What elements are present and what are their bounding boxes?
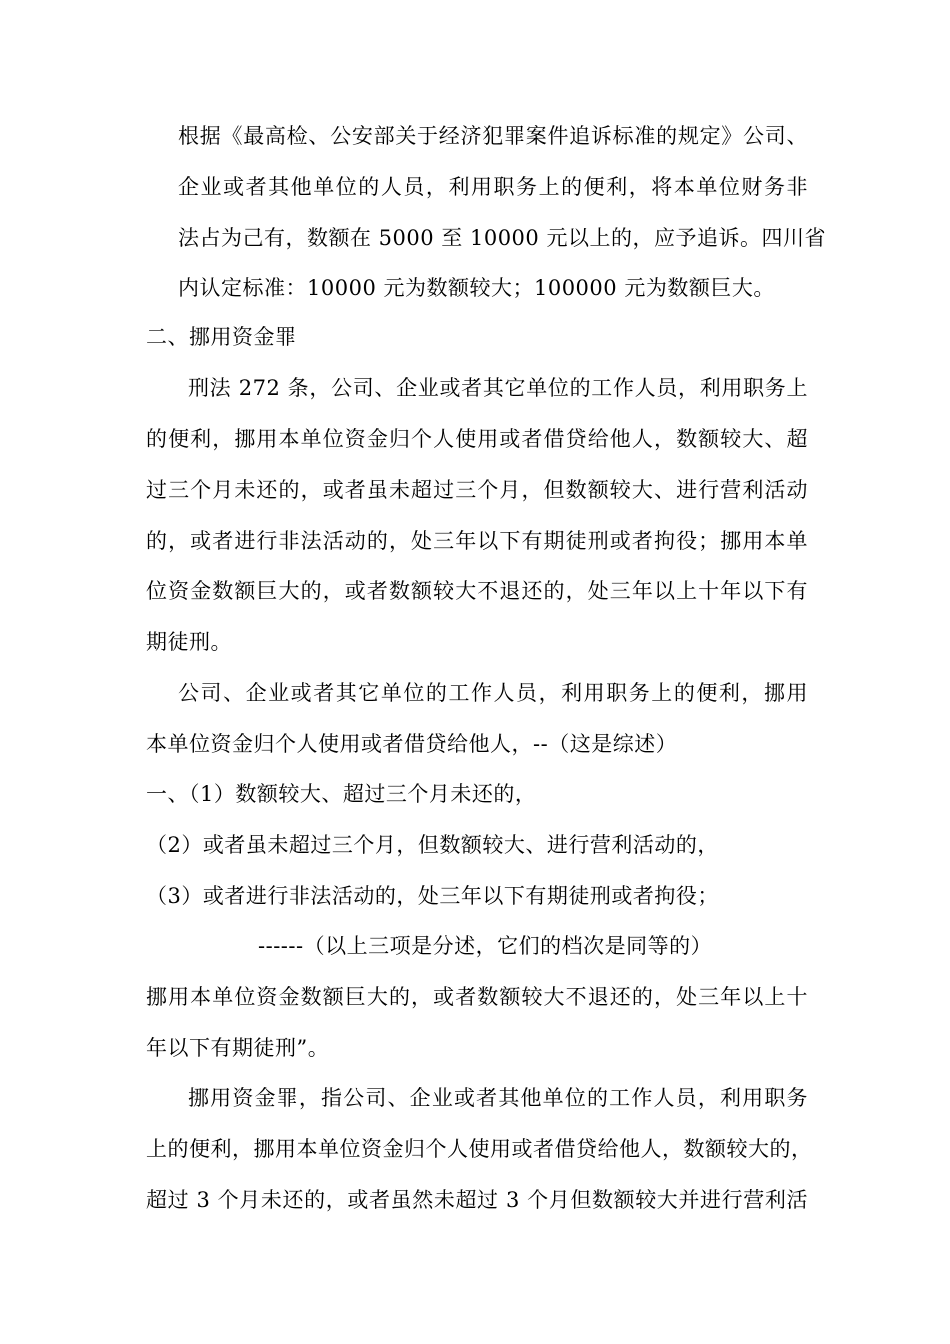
paragraph-line: 企业或者其他单位的人员，利用职务上的便利，将本单位财务非 <box>178 175 808 199</box>
section-heading: 二、挪用资金罪 <box>146 325 297 349</box>
paragraph-line: 上的便利，挪用本单位资金归个人使用或者借贷给他人，数额较大的， <box>146 1137 813 1161</box>
paragraph-line: 挪用资金罪，指公司、企业或者其他单位的工作人员，利用职务 <box>188 1086 808 1110</box>
paragraph-line: 位资金数额巨大的，或者数额较大不退还的，处三年以上十年以下有 <box>146 579 808 603</box>
paragraph-line: 本单位资金归个人使用或者借贷给他人，--（这是综述） <box>146 732 678 756</box>
paragraph-line: 公司、企业或者其它单位的工作人员，利用职务上的便利，挪用 <box>178 681 808 705</box>
paragraph-line: 刑法 272 条，公司、企业或者其它单位的工作人员，利用职务上 <box>188 376 808 400</box>
paragraph-line: 根据《最高检、公安部关于经济犯罪案件追诉标准的规定》公司、 <box>178 124 808 148</box>
list-item: （2）或者虽未超过三个月，但数额较大、进行营利活动的， <box>146 833 719 857</box>
paragraph-line: 年以下有期徒刑”。 <box>146 1036 330 1060</box>
paragraph-line: 挪用本单位资金数额巨大的，或者数额较大不退还的，处三年以上十 <box>146 985 808 1009</box>
list-item: （3）或者进行非法活动的，处三年以下有期徒刑或者拘役； <box>146 884 719 908</box>
paragraph-line: 内认定标准：10000 元为数额较大；100000 元为数额巨大。 <box>178 276 775 300</box>
paragraph-line: 过三个月未还的，或者虽未超过三个月，但数额较大、进行营利活动 <box>146 478 808 502</box>
paragraph-line: 超过 3 个月未还的，或者虽然未超过 3 个月但数额较大并进行营利活 <box>146 1188 808 1212</box>
list-item: 一、（1）数额较大、超过三个月未还的， <box>146 782 537 806</box>
paragraph-line: 的，或者进行非法活动的，处三年以下有期徒刑或者拘役；挪用本单 <box>146 529 808 553</box>
paragraph-line: 期徒刑。 <box>146 630 232 654</box>
note-line: ------（以上三项是分述，它们的档次是同等的） <box>258 934 713 958</box>
paragraph-line: 的便利，挪用本单位资金归个人使用或者借贷给他人，数额较大、超 <box>146 427 808 451</box>
paragraph-line: 法占为己有，数额在 5000 至 10000 元以上的，应予追诉。四川省 <box>178 226 826 250</box>
